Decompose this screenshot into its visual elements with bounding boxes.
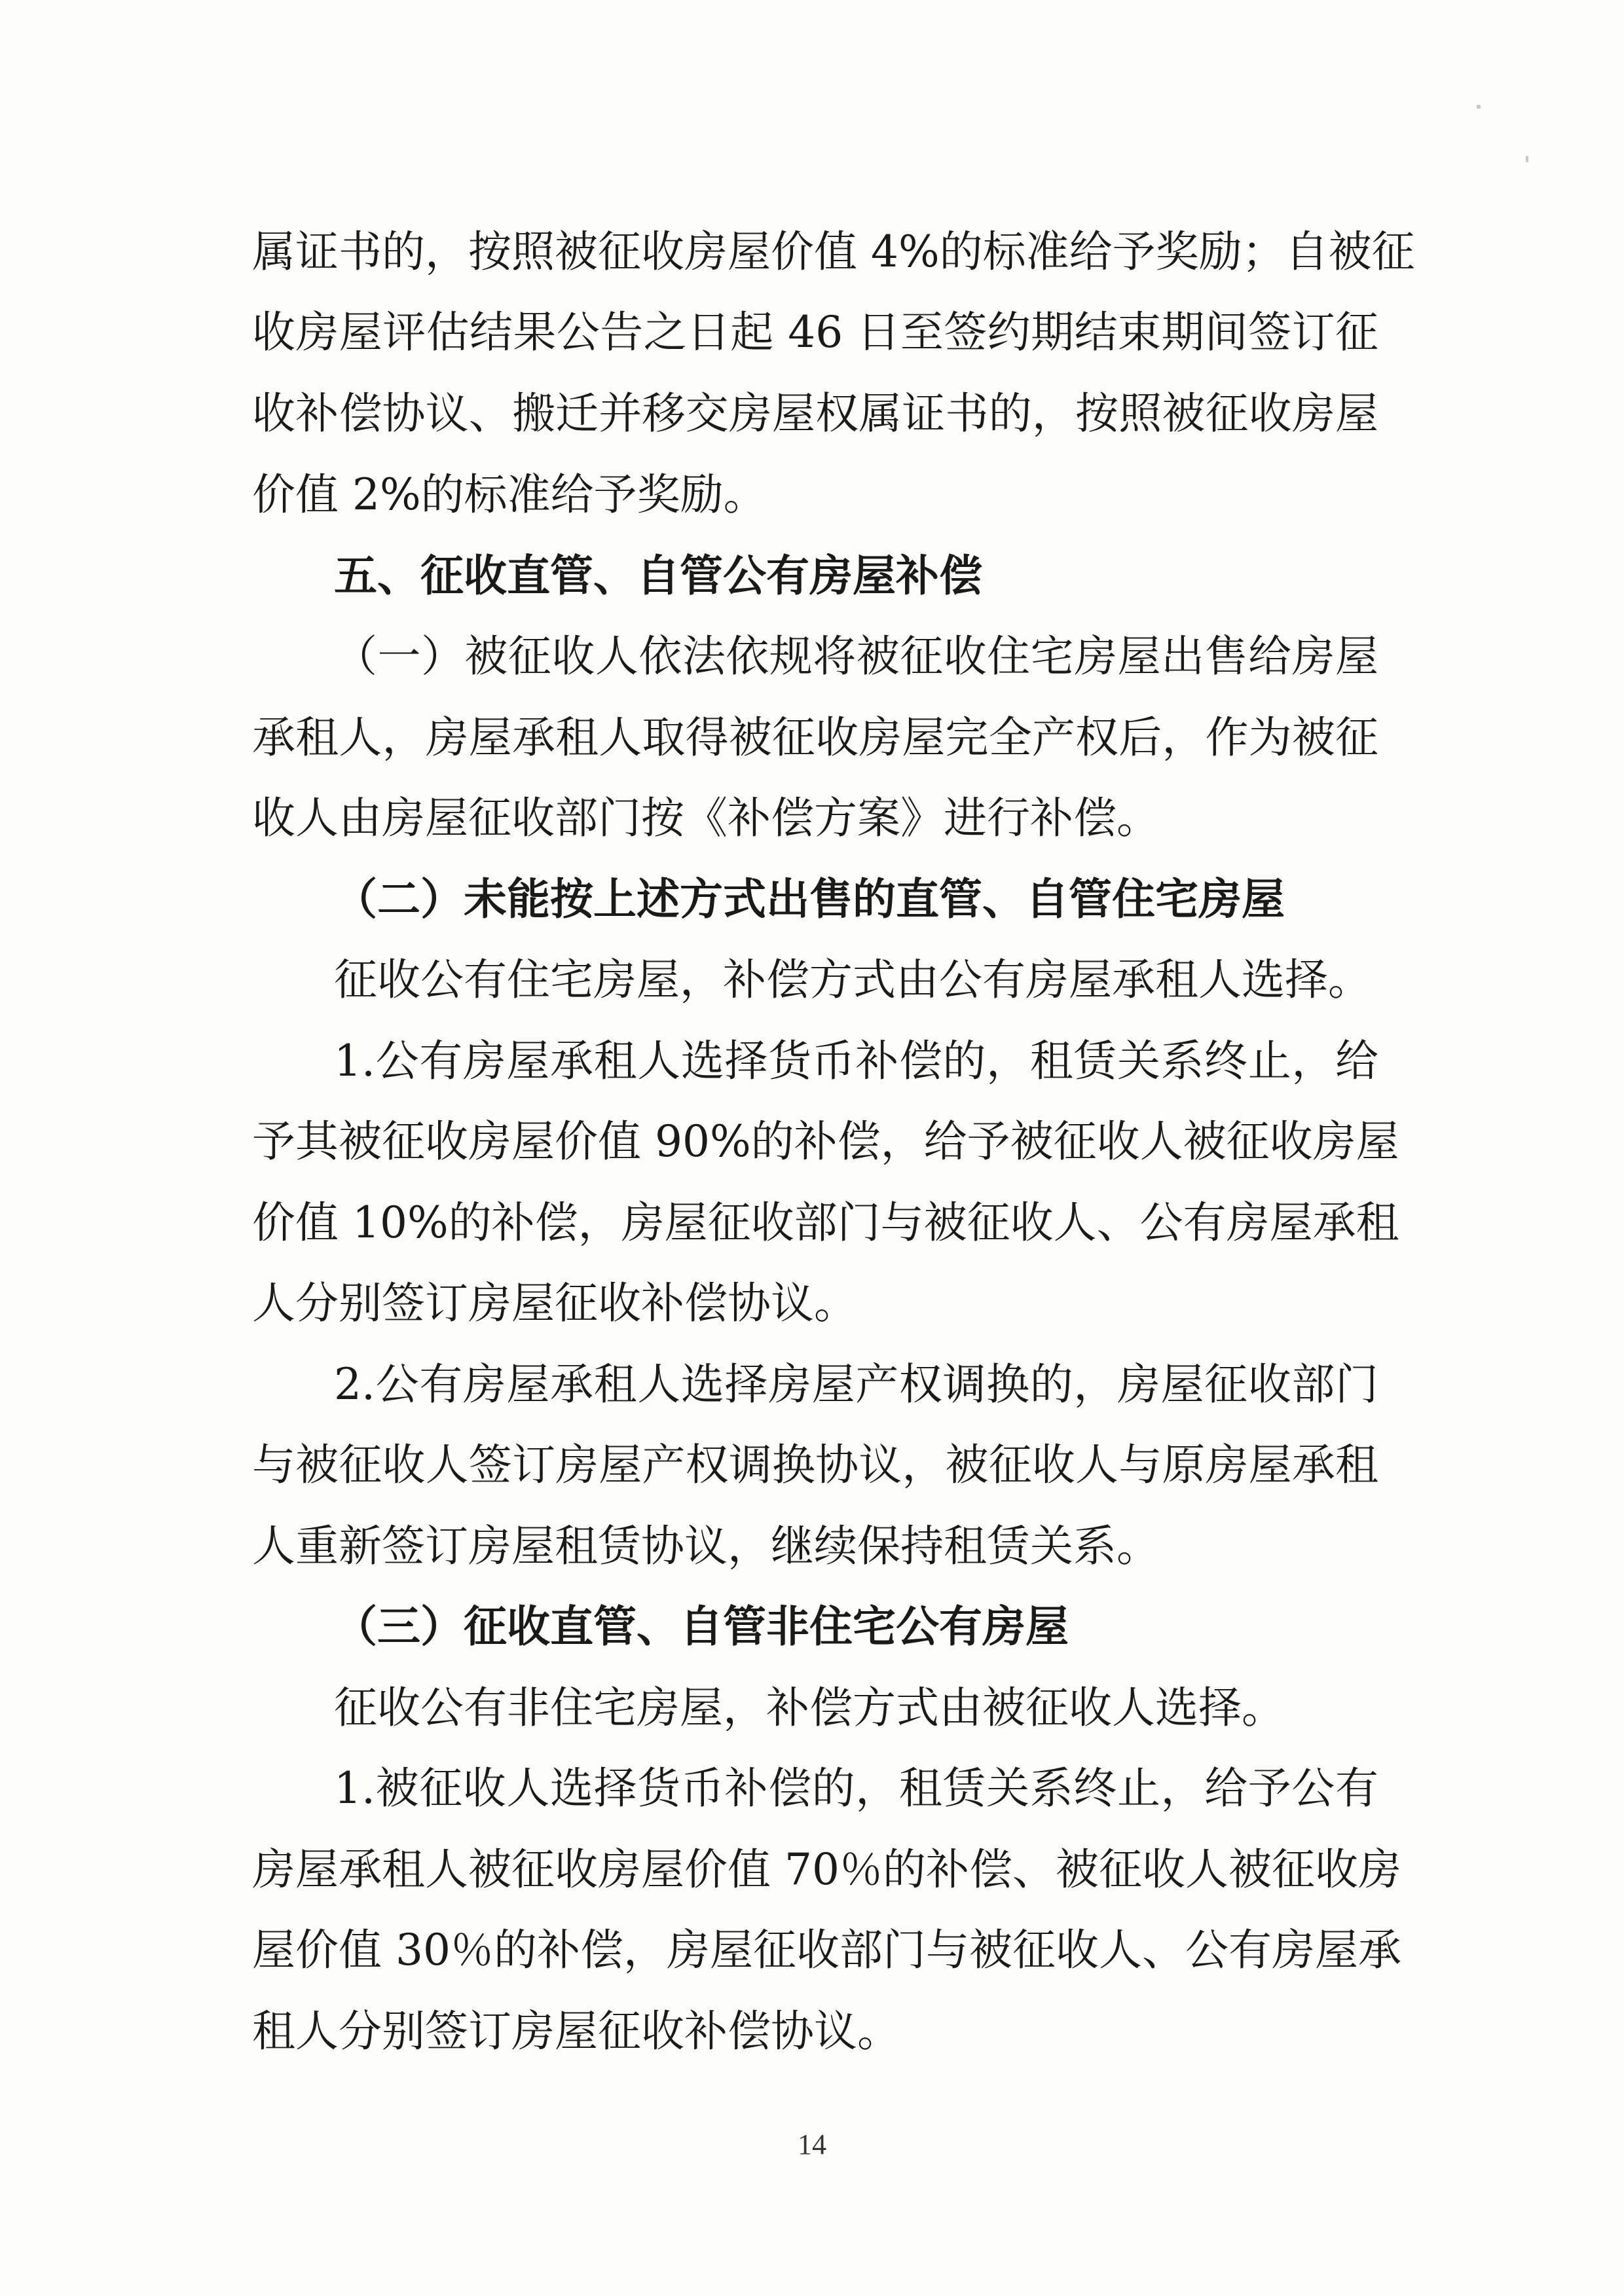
body-text-line: 屋价值 30％的补偿，房屋征收部门与被征收人、公有房屋承: [252, 1925, 1401, 1975]
subsection-heading: （二）未能按上述方式出售的直管、自管住宅房屋: [334, 874, 1285, 924]
body-text-line: 人重新签订房屋租赁协议，继续保持租赁关系。: [252, 1521, 1160, 1571]
subsection-heading: （三）征收直管、自管非住宅公有房屋: [334, 1601, 1069, 1652]
body-text-line: 人分别签订房屋征收补偿协议。: [252, 1278, 857, 1328]
body-text-line: 1.公有房屋承租人选择货币补偿的，租赁关系终止，给: [334, 1036, 1378, 1086]
body-text-line: 1.被征收人选择货币补偿的，租赁关系终止，给予公有: [334, 1763, 1378, 1813]
section-heading: 五、征收直管、自管公有房屋补偿: [334, 551, 982, 601]
body-text-line: 予其被征收房屋价值 90%的补偿，给予被征收人被征收房屋: [252, 1116, 1399, 1167]
body-text-line: （一）被征收人依法依规将被征收住宅房屋出售给房屋: [334, 631, 1378, 682]
body-text-line: 征收公有非住宅房屋，补偿方式由被征收人选择。: [334, 1683, 1285, 1733]
body-text-line: 价值 10%的补偿，房屋征收部门与被征收人、公有房屋承租: [252, 1197, 1399, 1248]
body-text-line: 收房屋评估结果公告之日起 46 日至签约期结束期间签订征: [252, 307, 1378, 357]
body-text-line: 租人分别签订房屋征收补偿协议。: [252, 2006, 900, 2056]
scan-speck: [1477, 105, 1481, 109]
body-text-line: 承租人，房屋承租人取得被征收房屋完全产权后，作为被征: [252, 712, 1378, 763]
body-text-line: 价值 2%的标准给予奖励。: [252, 469, 767, 520]
body-text-line: 2.公有房屋承租人选择房屋产权调换的，房屋征收部门: [334, 1359, 1378, 1410]
body-text-line: 收补偿协议、搬迁并移交房屋权属证书的，按照被征收房屋: [252, 388, 1378, 439]
scan-speck: [1526, 156, 1528, 162]
body-text-line: 征收公有住宅房屋，补偿方式由公有房屋承租人选择。: [334, 955, 1371, 1005]
body-text-line: 与被征收人签订房屋产权调换协议，被征收人与原房屋承租: [252, 1440, 1378, 1490]
body-text-line: 收人由房屋征收部门按《补偿方案》进行补偿。: [252, 793, 1160, 843]
body-text-line: 属证书的，按照被征收房屋价值 4%的标准给予奖励；自被征: [252, 227, 1415, 277]
page-number: 14: [798, 2128, 826, 2160]
body-text-line: 房屋承租人被征收房屋价值 70％的补偿、被征收人被征收房: [252, 1844, 1401, 1895]
